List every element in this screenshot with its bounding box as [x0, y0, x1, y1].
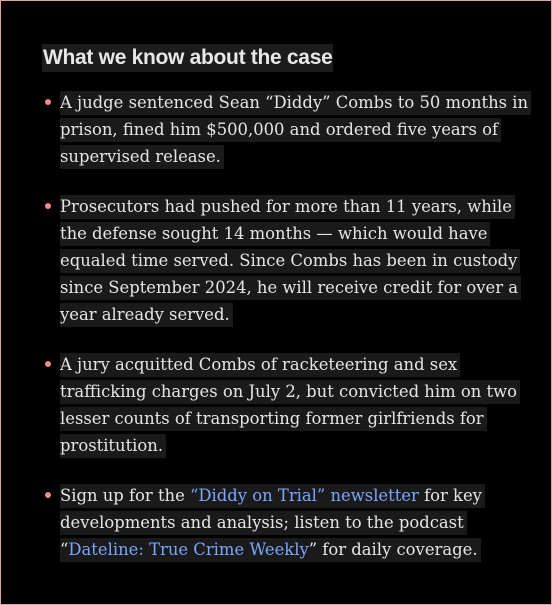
list-item-text: Prosecutors had pushed for more than 11 years, while the defense sought 14 months — which would have equaled time served. Since Combs has been in custody since September 2024, he will receive credit for over a year already served.	[60, 195, 521, 327]
list-item-text: A jury acquitted Combs of racketeering and sex trafficking charges on July 2, but convicted him on two lesser counts of transporting former girlfriends for prostitution.	[60, 353, 520, 458]
key-points-list	[41, 89, 531, 586]
list-item	[41, 351, 531, 459]
bullet-dot-icon	[45, 99, 51, 105]
podcast-link[interactable]: Dateline: True Crime Weekly	[68, 540, 309, 559]
bullet-dot-icon	[45, 492, 51, 498]
signup-text: Sign up for the	[60, 486, 191, 505]
podcast-text: for key developments and analysis; listen to the podcast “	[60, 486, 482, 559]
list-item	[41, 482, 531, 563]
bullet-dot-icon	[45, 361, 51, 367]
section-heading: What we know about the case	[42, 44, 333, 72]
list-item	[41, 89, 531, 170]
newsletter-link[interactable]: “Diddy on Trial” newsletter	[190, 486, 419, 505]
list-item-text	[60, 484, 485, 562]
list-item-text: A judge sentenced Sean “Diddy” Combs to 50 months in prison, fined him $500,000 and ordered five years of supervised release.	[60, 91, 531, 169]
coverage-text: ” for daily coverage.	[308, 540, 478, 559]
bullet-dot-icon	[45, 203, 51, 209]
list-item	[41, 193, 531, 328]
